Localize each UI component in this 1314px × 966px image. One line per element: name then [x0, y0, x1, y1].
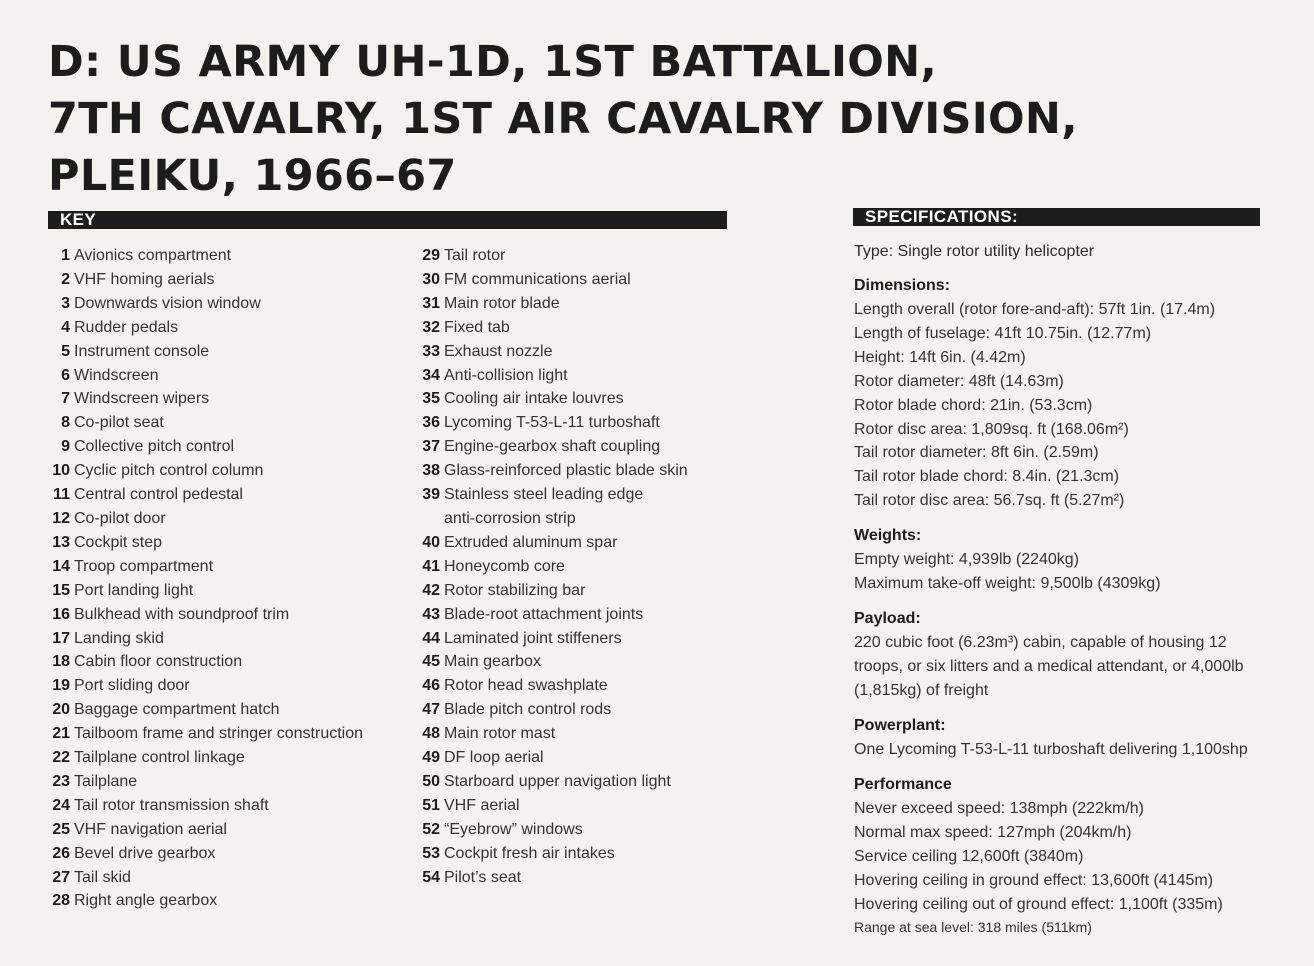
key-item [418, 650, 738, 674]
key-item-number: 13 [52, 533, 70, 551]
key-item-label: Port sliding door [74, 677, 190, 695]
key-item-number: 53 [422, 844, 440, 862]
key-item-number: 24 [52, 796, 70, 814]
key-item-number: 47 [422, 701, 440, 719]
key-item-label: Bulkhead with soundproof trim [74, 605, 290, 623]
key-item-label: Glass-reinforced plastic blade skin [444, 462, 688, 480]
spec-type: Type: Single rotor utility helicopter [854, 243, 1095, 260]
key-item [418, 603, 738, 627]
key-item [418, 292, 738, 316]
spec-performance-line: Hovering ceiling in ground effect: 13,600ft (4145m) [854, 871, 1214, 889]
key-item-number: 25 [52, 820, 70, 838]
spec-performance-line: Hovering ceiling out of ground effect: 1,100ft (335m) [854, 895, 1223, 913]
key-item [48, 603, 408, 627]
key-item-label: Right angle gearbox [74, 892, 218, 910]
key-item [418, 674, 738, 698]
spec-dimensions [854, 274, 1274, 513]
key-item-number: 52 [422, 820, 440, 838]
key-item [48, 722, 408, 746]
key-item-number: 39 [422, 486, 440, 504]
spec-dimension-line: Length overall (rotor fore-and-aft): 57ft 1in. (17.4m) [854, 301, 1216, 318]
key-item [48, 555, 408, 579]
key-item-number: 9 [61, 438, 70, 456]
key-list-column-1 [48, 244, 408, 913]
key-item [418, 435, 738, 459]
spec-performance-line: Service ceiling 12,600ft (3840m) [854, 847, 1084, 865]
key-item-number: 31 [422, 294, 440, 312]
key-item-label: Tailboom frame and stringer construction [74, 725, 364, 743]
key-item-label: Cooling air intake louvres [444, 390, 624, 408]
key-item [48, 579, 408, 603]
key-item-number: 5 [61, 342, 70, 360]
key-item [418, 794, 738, 818]
spec-weights-list [854, 548, 1274, 596]
key-item [418, 746, 738, 770]
key-item-number: 35 [422, 390, 440, 408]
spec-performance [854, 773, 1274, 939]
key-item-label: FM communications aerial [444, 270, 631, 288]
spec-payload-text: 220 cubic foot (6.23m³) cabin, capable of housing 12 troops, or six litters and a medical attendant, or 4,000lb (1,815kg) of freight [854, 633, 1244, 699]
key-item [48, 340, 408, 364]
key-item [48, 531, 408, 555]
key-item-label: Cyclic pitch control column [74, 462, 264, 480]
key-item [418, 340, 738, 364]
key-item-number: 7 [61, 390, 70, 408]
key-item [418, 722, 738, 746]
spec-dimension-line: Tail rotor diameter: 8ft 6in. (2.59m) [854, 444, 1099, 462]
key-item-label: Engine-gearbox shaft coupling [444, 438, 661, 456]
spec-dimension-line: Rotor blade chord: 21in. (53.3cm) [854, 396, 1093, 414]
key-item [48, 483, 408, 507]
key-item-number: 40 [422, 533, 440, 551]
key-item-label: Laminated joint stiffeners [444, 629, 622, 647]
key-item-label: Honeycomb core [444, 557, 565, 575]
key-item-label: Tailplane control linkage [74, 749, 245, 767]
key-item-label: VHF aerial [444, 796, 520, 814]
specifications-heading-bar [853, 208, 1260, 226]
key-item-label: Tail rotor [444, 247, 506, 264]
spec-weights-heading: Weights: [854, 527, 922, 545]
key-item-number: 3 [61, 294, 70, 312]
key-item-number: 44 [422, 629, 440, 647]
key-item-label: Cockpit fresh air intakes [444, 844, 615, 862]
spec-dimension-line: Rotor diameter: 48ft (14.63m) [854, 372, 1064, 390]
spec-dimension-line: Tail rotor blade chord: 8.4in. (21.3cm) [854, 468, 1120, 486]
spec-dimension-line: Tail rotor disc area: 56.7sq. ft (5.27m²) [854, 492, 1125, 510]
key-item [48, 268, 408, 292]
spec-powerplant [854, 714, 1274, 762]
key-item-label: “Eyebrow” windows [444, 820, 583, 838]
key-item-label: Downwards vision window [74, 294, 261, 312]
key-item-number: 50 [422, 772, 440, 790]
spec-dimensions-list [854, 298, 1274, 513]
key-item-number: 12 [52, 509, 70, 527]
title-line-3: PLEIKU, 1966–67 [48, 151, 457, 201]
key-item [48, 292, 408, 316]
key-item [48, 650, 408, 674]
key-item [418, 459, 738, 483]
key-item-label: Main rotor mast [444, 725, 556, 743]
key-item [48, 507, 408, 531]
spec-dimension-line: Length of fuselage: 41ft 10.75in. (12.77m) [854, 324, 1152, 342]
key-item [418, 818, 738, 842]
key-item [48, 364, 408, 388]
key-item-label: VHF homing aerials [74, 270, 215, 288]
spec-powerplant-heading: Powerplant: [854, 716, 946, 734]
title-line-1: D: US ARMY UH-1D, 1ST BATTALION, [48, 37, 938, 87]
key-list-column-2 [418, 244, 738, 889]
key-item [48, 746, 408, 770]
key-item [418, 411, 738, 435]
key-item [418, 866, 738, 890]
key-item-number: 46 [422, 677, 440, 695]
key-item-label: Extruded aluminum spar [444, 533, 618, 551]
key-item-label: Co-pilot seat [74, 414, 164, 432]
spec-weight-line: Maximum take-off weight: 9,500lb (4309kg) [854, 575, 1161, 593]
key-item-label: Co-pilot door [74, 509, 166, 527]
key-item-label: Rotor head swashplate [444, 677, 608, 695]
key-item-number: 17 [52, 629, 70, 647]
key-item-label: Blade pitch control rods [444, 701, 612, 719]
key-item-number: 42 [422, 581, 440, 599]
key-item [48, 818, 408, 842]
spec-performance-range: Range at sea level: 318 miles (511km) [854, 919, 1092, 936]
spec-performance-line: Never exceed speed: 138mph (222km/h) [854, 799, 1144, 817]
key-item [418, 387, 738, 411]
key-item-label: Rotor stabilizing bar [444, 581, 586, 599]
key-heading: KEY [60, 210, 97, 229]
key-item [418, 244, 738, 268]
key-item-number: 1 [61, 247, 70, 264]
key-item [48, 627, 408, 651]
key-item-number: 28 [52, 892, 70, 910]
key-item [48, 674, 408, 698]
key-item-number: 15 [52, 581, 70, 599]
key-item-number: 23 [52, 772, 70, 790]
key-item [418, 531, 738, 555]
key-item-number: 49 [422, 749, 440, 767]
key-item [418, 842, 738, 866]
spec-weight-line: Empty weight: 4,939lb (2240kg) [854, 551, 1080, 569]
key-item-number: 43 [422, 605, 440, 623]
spec-powerplant-text: One Lycoming T-53-L-11 turboshaft delivering 1,100shp [854, 740, 1248, 758]
key-item-label: Central control pedestal [74, 486, 243, 504]
spec-payload-heading: Payload: [854, 609, 921, 627]
key-item-label: Exhaust nozzle [444, 342, 553, 360]
key-item-number: 26 [52, 844, 70, 862]
key-item-label: Port landing light [74, 581, 194, 599]
key-item [418, 364, 738, 388]
spec-performance-heading: Performance [854, 775, 952, 793]
key-item-label: Landing skid [74, 629, 164, 647]
key-item-label: Pilot’s seat [444, 868, 522, 886]
key-item-number: 14 [52, 557, 70, 575]
key-item-label: VHF navigation aerial [74, 820, 227, 838]
key-item-number: 4 [61, 318, 70, 336]
spec-performance-line: Normal max speed: 127mph (204km/h) [854, 823, 1132, 841]
key-item-label: Rudder pedals [74, 318, 179, 336]
key-item [48, 459, 408, 483]
key-item [48, 244, 408, 268]
key-item [48, 842, 408, 866]
key-item [418, 770, 738, 794]
key-item-label: Bevel drive gearbox [74, 844, 216, 862]
key-item [48, 794, 408, 818]
key-item-label: Tailplane [74, 772, 138, 790]
key-item [48, 411, 408, 435]
key-item-label: Troop compartment [74, 557, 214, 575]
key-item-label: Cabin floor construction [74, 653, 243, 671]
key-item-number: 30 [422, 270, 440, 288]
key-item [418, 698, 738, 722]
key-item-number: 32 [422, 318, 440, 336]
key-item-label: Blade-root attachment joints [444, 605, 644, 623]
key-item-number: 8 [61, 414, 70, 432]
key-item [48, 889, 408, 913]
specifications-panel [854, 240, 1274, 949]
specifications-heading: SPECIFICATIONS: [865, 207, 1019, 226]
key-item-number: 18 [52, 653, 70, 671]
key-item-number: 11 [53, 486, 70, 504]
key-item-number: 38 [422, 462, 440, 480]
key-item [418, 268, 738, 292]
key-item [48, 316, 408, 340]
key-item-label: Windscreen wipers [74, 390, 210, 408]
key-item [48, 387, 408, 411]
key-item-label: Cockpit step [74, 533, 163, 551]
key-item-number: 27 [52, 868, 70, 886]
key-item-number: 16 [52, 605, 70, 623]
key-item-label: Fixed tab [444, 318, 510, 336]
spec-dimension-line: Height: 14ft 6in. (4.42m) [854, 348, 1026, 366]
key-item-label: Collective pitch control [74, 438, 235, 456]
key-item-number: 41 [422, 557, 440, 575]
key-item [418, 627, 738, 651]
key-item [418, 579, 738, 603]
key-item-number: 22 [52, 749, 70, 767]
key-item-number: 2 [61, 270, 70, 288]
key-item-number: 37 [422, 438, 440, 456]
key-item-label: Tail rotor transmission shaft [74, 796, 269, 814]
key-item-label: Main gearbox [444, 653, 541, 671]
spec-dimension-line: Rotor disc area: 1,809sq. ft (168.06m²) [854, 420, 1129, 438]
spec-performance-list [854, 797, 1274, 917]
key-item [48, 866, 408, 890]
key-item-number: 33 [422, 342, 440, 360]
key-item-number: 51 [422, 796, 440, 814]
key-item-number: 29 [422, 247, 440, 264]
key-item-label: Lycoming T-53-L-11 turboshaft [444, 414, 660, 432]
key-item-label: Avionics compartment [74, 247, 232, 264]
key-item-number: 34 [422, 366, 440, 384]
spec-payload [854, 607, 1274, 703]
key-item-number: 36 [422, 414, 440, 432]
title-line-2: 7TH CAVALRY, 1ST AIR CAVALRY DIVISION, [48, 94, 1078, 144]
key-item-label: Instrument console [74, 342, 210, 360]
key-item-label: Windscreen [74, 366, 159, 384]
key-item-label: Main rotor blade [444, 294, 560, 312]
key-item-number: 45 [422, 653, 440, 671]
key-item [418, 555, 738, 579]
key-item-label: Tail skid [74, 868, 131, 886]
key-item [48, 698, 408, 722]
key-item [418, 507, 738, 531]
key-item-number: 21 [52, 725, 70, 743]
key-item-number: 20 [52, 701, 70, 719]
key-item-label: Starboard upper navigation light [444, 772, 671, 790]
key-item-number: 48 [422, 725, 440, 743]
key-item-number: 6 [61, 366, 70, 384]
key-heading-bar [48, 211, 727, 229]
key-item-number: 54 [422, 868, 440, 886]
key-item-label: Stainless steel leading edge [444, 486, 644, 504]
key-item-label: anti-corrosion strip [444, 509, 576, 527]
key-item-number: 19 [52, 677, 70, 695]
key-item [48, 435, 408, 459]
key-item [418, 483, 738, 507]
spec-dimensions-heading: Dimensions: [854, 277, 951, 294]
key-item-label: Baggage compartment hatch [74, 701, 280, 719]
key-item [48, 770, 408, 794]
page-title [48, 34, 1078, 205]
key-item [418, 316, 738, 340]
spec-weights [854, 524, 1274, 596]
key-item-label: DF loop aerial [444, 749, 544, 767]
key-item-number: 10 [52, 462, 70, 480]
key-item-label: Anti-collision light [444, 366, 568, 384]
